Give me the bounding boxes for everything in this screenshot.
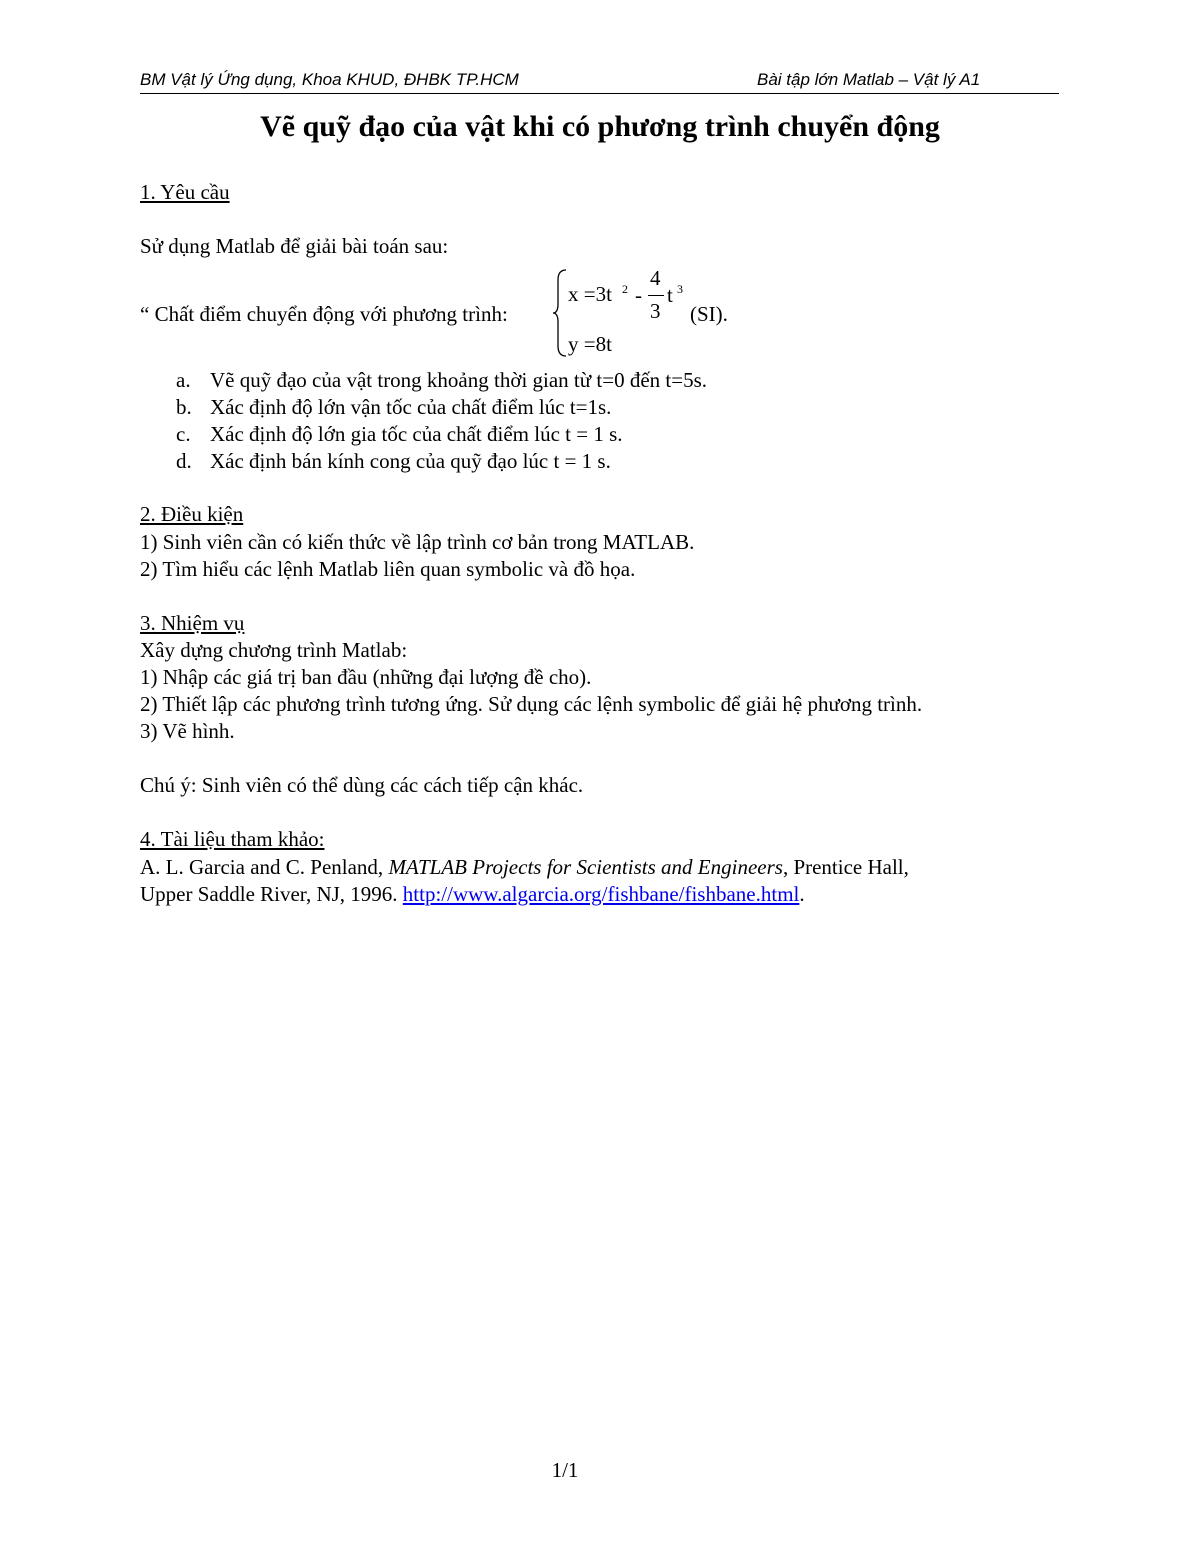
eq-t-exponent: 3 xyxy=(677,282,683,296)
section-3-line: Xây dựng chương trình Matlab: xyxy=(140,638,408,662)
document-title: Vẽ quỹ đạo của vật khi có phương trình chuyển động xyxy=(260,110,940,143)
eq-minus: - xyxy=(635,283,642,307)
list-item-marker: c. xyxy=(176,422,191,446)
eq-frac-bar xyxy=(648,295,664,296)
list-item: Xác định bán kính cong của quỹ đạo lúc t = 1 s. xyxy=(210,449,611,473)
list-item: Xác định độ lớn vận tốc của chất điểm lúc t=1s. xyxy=(210,395,612,419)
list-item-marker: d. xyxy=(176,449,192,473)
ref-end: . xyxy=(799,882,805,906)
eq-x-lhs: x =3t xyxy=(568,282,612,306)
section-1-intro: Sử dụng Matlab để giải bài toán sau: xyxy=(140,234,449,258)
ref-book-title: MATLAB Projects for Scientists and Engineers xyxy=(388,855,783,879)
ref-authors: A. L. Garcia and C. Penland, xyxy=(140,855,389,879)
reference-link[interactable]: http://www.algarcia.org/fishbane/fishbane.html xyxy=(402,882,800,906)
header-rule xyxy=(140,93,1059,94)
ref-place-year: Upper Saddle River, NJ, 1996. xyxy=(140,882,403,906)
eq-t: t xyxy=(667,283,673,307)
section-3-line: 3) Vẽ hình. xyxy=(140,719,235,743)
section-2-line: 1) Sinh viên cần có kiến thức về lập trình cơ bản trong MATLAB. xyxy=(140,530,695,554)
eq-frac-den: 3 xyxy=(650,299,661,323)
list-item-marker: b. xyxy=(176,395,192,419)
eq-y: y =8t xyxy=(568,332,612,356)
eq-frac-num: 4 xyxy=(650,266,661,290)
list-item: Vẽ quỹ đạo của vật trong khoảng thời gian từ t=0 đến t=5s. xyxy=(210,368,707,392)
header-left: BM Vật lý Ứng dụng, Khoa KHUD, ĐHBK TP.HCM xyxy=(140,70,519,89)
page-number: 1/1 xyxy=(551,1458,579,1482)
section-3-line: 1) Nhập các giá trị ban đầu (những đại lượng đề cho). xyxy=(140,665,592,689)
eq-x-exponent: 2 xyxy=(622,282,628,296)
list-item-marker: a. xyxy=(176,368,191,392)
section-3-line: 2) Thiết lập các phương trình tương ứng. Sử dụng các lệnh symbolic để giải hệ phương trình. xyxy=(140,692,923,716)
section-1-heading: 1. Yêu cầu xyxy=(140,180,230,204)
reference-line-1 xyxy=(140,855,909,880)
note: Chú ý: Sinh viên có thể dùng các cách tiếp cận khác. xyxy=(140,773,584,797)
problem-lead: “ Chất điểm chuyển động với phương trình: xyxy=(140,302,508,326)
header-right: Bài tập lớn Matlab – Vật lý A1 xyxy=(757,70,981,89)
section-3-heading: 3. Nhiệm vụ xyxy=(140,611,245,635)
reference-line-2 xyxy=(140,882,805,907)
eq-unit: (SI). xyxy=(690,302,728,326)
section-2-heading: 2. Điều kiện xyxy=(140,502,244,526)
list-item: Xác định độ lớn gia tốc của chất điểm lúc t = 1 s. xyxy=(210,422,623,446)
section-2-line: 2) Tìm hiểu các lệnh Matlab liên quan symbolic và đồ họa. xyxy=(140,557,636,581)
section-4-heading: 4. Tài liệu tham khảo: xyxy=(140,827,325,851)
ref-publisher: , Prentice Hall, xyxy=(782,855,909,879)
